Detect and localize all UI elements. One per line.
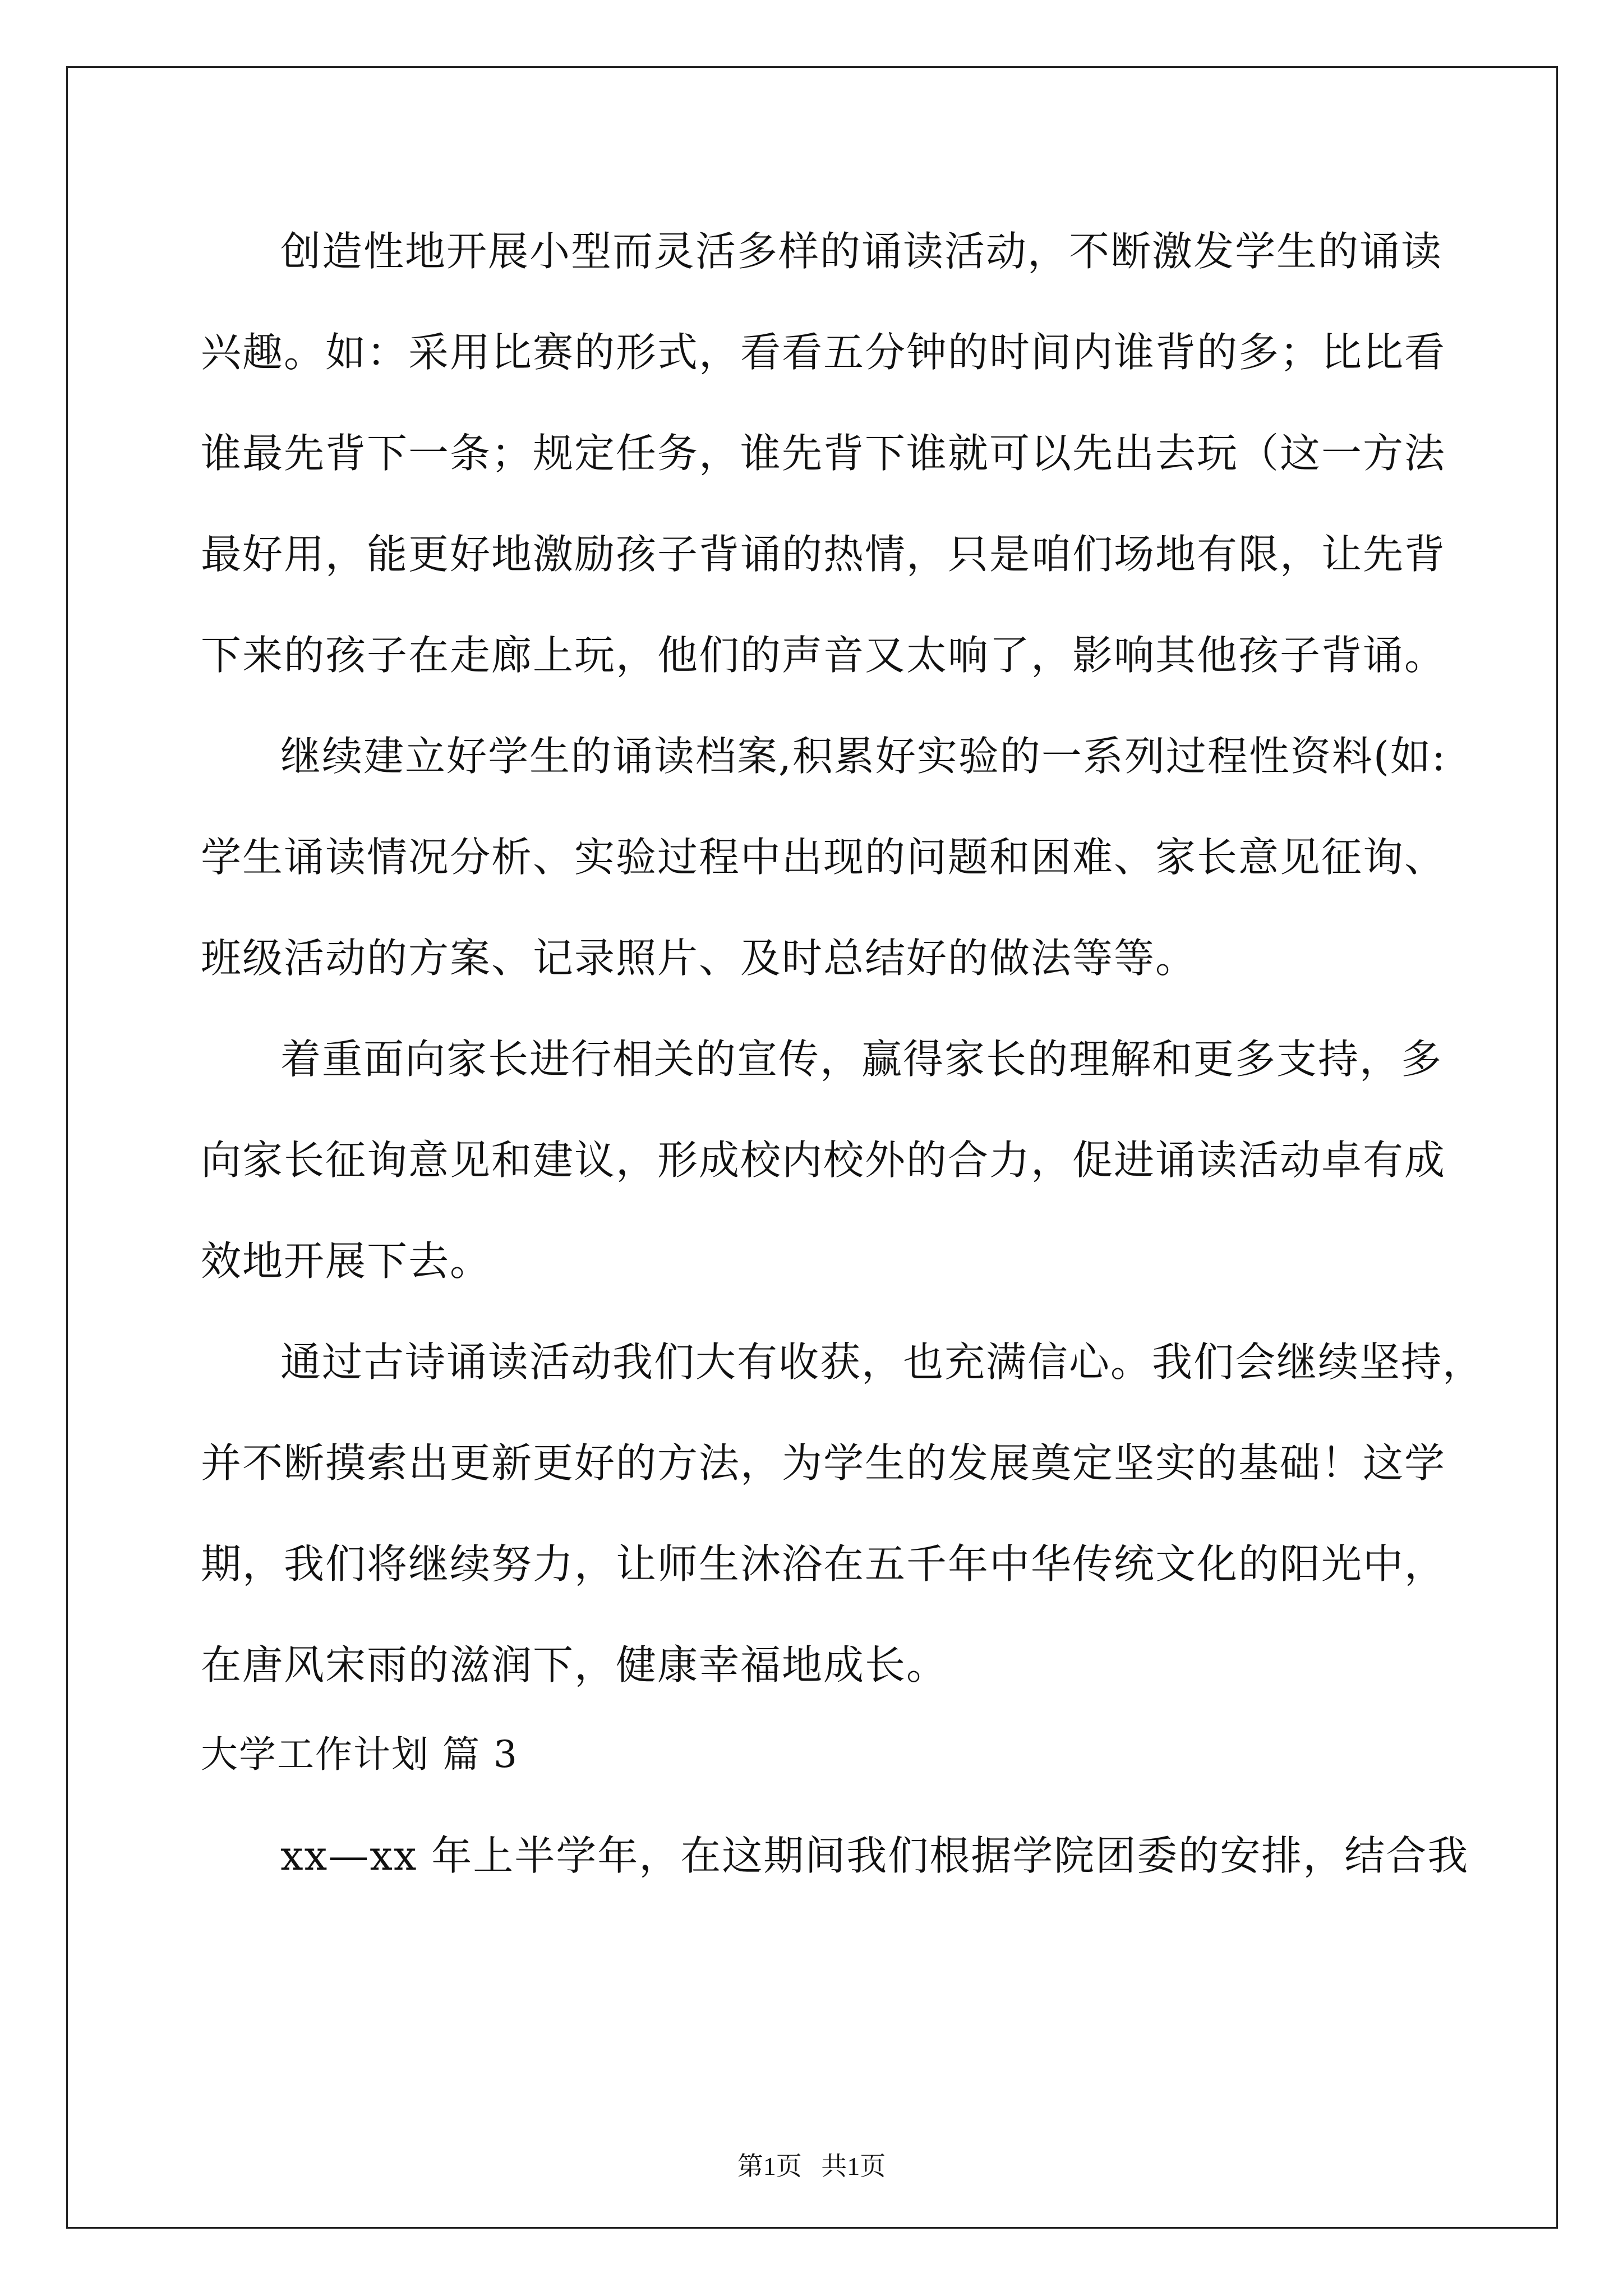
paragraph-1-line-1: 创造性地开展小型而灵活多样的诵读活动，不断激发学生的诵读 — [280, 228, 1443, 275]
section-3-paragraph-1-line-1: xx—xx 年上半学年，在这期间我们根据学院团委的安排，结合我 — [280, 1832, 1469, 1879]
paragraph-4-line-4: 在唐风宋雨的滋润下，健康幸福地成长。 — [201, 1641, 948, 1688]
page-number-footer: 第1页 共1页 — [737, 2152, 886, 2180]
paragraph-1-line-3: 谁最先背下一条；规定任务，谁先背下谁就可以先出去玩（这一方法 — [201, 430, 1446, 477]
paragraph-2-line-3: 班级活动的方案、记录照片、及时总结好的做法等等。 — [201, 935, 1197, 982]
paragraph-3-line-3: 效地开展下去。 — [201, 1237, 492, 1285]
paragraph-2-line-1: 继续建立好学生的诵读档案,积累好实验的一系列过程性资料(如: — [280, 733, 1447, 780]
paragraph-4-line-1: 通过古诗诵读活动我们大有收获，也充满信心。我们会继续坚持， — [280, 1338, 1484, 1386]
paragraph-1-line-5: 下来的孩子在走廊上玩，他们的声音又太响了，影响其他孩子背诵。 — [201, 632, 1446, 679]
paragraph-1-line-2: 兴趣。如：采用比赛的形式，看看五分钟的时间内谁背的多；比比看 — [201, 329, 1446, 376]
paragraph-2-line-2: 学生诵读情况分析、实验过程中出现的问题和困难、家长意见征询、 — [201, 834, 1446, 881]
paragraph-1-line-4: 最好用，能更好地激励孩子背诵的热情，只是咱们场地有限，让先背 — [201, 531, 1446, 578]
paragraph-3-line-1: 着重面向家长进行相关的宣传，赢得家长的理解和更多支持，多 — [280, 1036, 1443, 1083]
paragraph-4-line-3: 期，我们将继续努力，让师生沐浴在五千年中华传统文化的阳光中， — [201, 1540, 1446, 1588]
section-heading: 大学工作计划 篇 3 — [201, 1733, 518, 1776]
paragraph-3-line-2: 向家长征询意见和建议，形成校内校外的合力，促进诵读活动卓有成 — [201, 1137, 1446, 1184]
paragraph-4-line-2: 并不断摸索出更新更好的方法，为学生的发展奠定坚实的基础！这学 — [201, 1439, 1446, 1487]
